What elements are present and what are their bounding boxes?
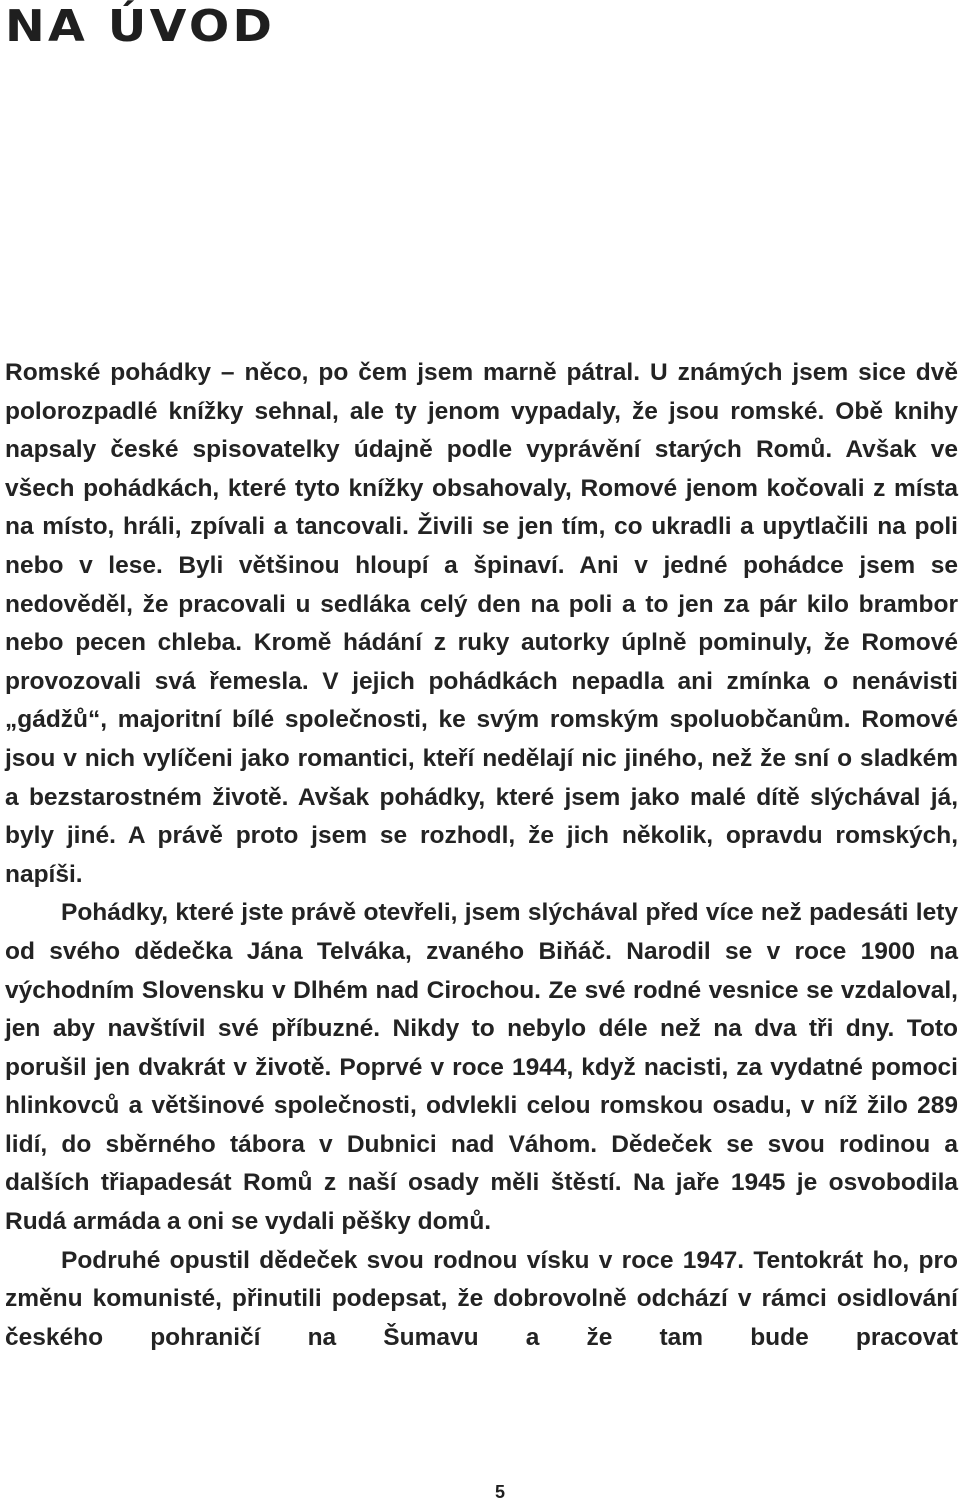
page-number: 5 <box>494 1482 505 1502</box>
paragraph-intro: Romské pohádky – něco, po čem jsem marně pátral. U známých jsem sice dvě polorozpadlé knížky sehnal, ale ty jenom vypadaly, že jsou romské. Obě knihy napsaly české spisovatelky údajně podle vyprávění starých Romů. Avšak ve všech pohádkách, které tyto knížky obsahovaly, Romové jenom kočovali z místa na místo, hráli, zpívali a tancovali. Živili se jen tím, co ukradli a upytlačili na poli nebo v lese. Byli většinou hloupí a špinaví. Ani v jedné pohádce jsem se nedověděl, že pracovali u sedláka celý den na poli a to jen za pár kilo brambor nebo pecen chleba. Kromě hádání z ruky autorky úplně pominuly, že Romové provozovali svá řemesla. V jejich pohádkách nepadla ani zmínka o nenávisti „gádžů“, majoritní bílé společnosti, ke svým romským spoluobčanům. Romové jsou v nich vylíčeni jako romantici, kteří nedělají nic jiného, než že sní o sladkém a bezstarostném životě. Avšak pohádky, které jsem jako malé dítě slýchával já, byly jiné. A právě proto jsem se rozhodl, že jich několik, opravdu romských, napíši. <box>5 359 958 888</box>
chapter-heading: NA ÚVOD <box>5 1 276 52</box>
paragraph-grandfather: Pohádky, které jste právě otevřeli, jsem slýchával před více než padesáti lety od svého dědečka Jána Telváka, zvaného Biňáč. Narodil se v roce 1900 na východním Slovensku v Dlhém nad Cirochou. Ze své rodné vesnice se vzdaloval, jen aby navštívil své příbuzné. Nikdy to nebylo déle než na dva tři dny. Toto porušil jen dvakrát v životě. Poprvé v roce 1944, když nacisti, za vydatné pomoci hlinkovců a většinové společnosti, odvlekli celou romskou osadu, v níž žilo 289 lidí, do sběrného tábora v Dubnici nad Váhom. Dědeček se svou rodinou a dalších třiapadesát Romů z naší osady měli štěstí. Na jaře 1945 je osvobodila Rudá armáda a oni se vydali pěšky domů. <box>5 899 958 1236</box>
body-text <box>5 354 958 1357</box>
paragraph-second-departure: Podruhé opustil dědeček svou rodnou vísku v roce 1947. Tentokrát ho, pro změnu komunisté, přinutili podepsat, že dobrovolně odchází v rámci osidlování českého pohraničí na Šumavu a že tam bude pracovat <box>5 1246 958 1351</box>
